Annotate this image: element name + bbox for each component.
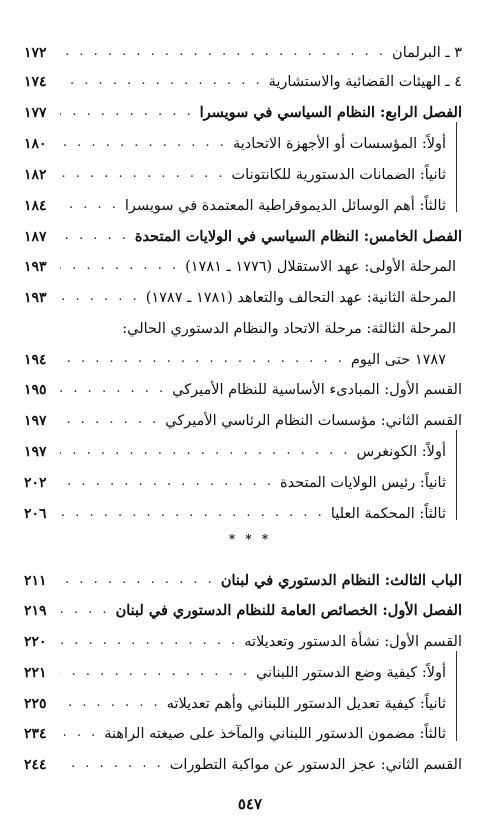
leader-dots [60, 412, 159, 429]
toc-entry-title: الباب الثالث: النظام الدستوري في لبنان [220, 572, 462, 589]
toc-entry-title: الفصل الأول: الخصائص العامة للنظام الدستوري في لبنان [115, 602, 462, 619]
page-number: ٥٤٧ [237, 795, 263, 813]
toc-entry[interactable] [24, 563, 462, 589]
toc-entry-title: ثانياً: الضمانات الدستورية للكانتونات [231, 167, 446, 183]
toc-entry-title: أولاً: الكونغرس [356, 444, 446, 460]
leader-dots [60, 695, 161, 712]
leader-dots [60, 44, 386, 61]
toc-entry-title: القسم الأول: المبادىء الأساسية للنظام الأميركي [172, 382, 462, 398]
leader-dots [60, 197, 119, 214]
toc-entry-page: ١٨٢ [24, 167, 47, 183]
leader-dots [60, 572, 215, 589]
leader-dots [60, 725, 98, 742]
toc-entry-page: ١٧٤ [24, 74, 47, 90]
toc-entry[interactable] [24, 64, 462, 90]
toc-entry-title: القسم الأول: نشأة الدستور وتعديلاته [244, 634, 462, 650]
toc-entry-page: ١٨٧ [24, 229, 47, 245]
toc-entry-title: أولاً: المؤسسات أو الأجهزة الاتحادية [232, 136, 446, 152]
toc-entry[interactable] [24, 126, 446, 152]
toc-entry[interactable] [24, 188, 446, 214]
toc-entry-page: ٢١١ [24, 573, 47, 589]
indent-rule [456, 122, 457, 212]
toc-entry[interactable] [24, 465, 446, 491]
toc-entry[interactable] [24, 219, 462, 245]
toc-entry[interactable] [24, 434, 446, 460]
leader-dots [60, 443, 351, 460]
leader-dots [60, 258, 179, 275]
leader-dots [60, 166, 226, 183]
toc-entry-page: ١٧٧ [24, 105, 47, 121]
toc-entry[interactable] [24, 342, 446, 368]
toc-entry-title: الفصل الخامس: النظام السياسي في الولايات المتحدة [134, 228, 462, 245]
toc-entry[interactable] [24, 280, 456, 306]
toc-entry-title: المرحلة الأولى: عهد الاستقلال (١٧٧٦ ـ ١٧٨١) [185, 259, 456, 275]
toc-entry-page: ١٩٤ [24, 352, 47, 368]
toc-entry[interactable] [24, 716, 446, 742]
toc-entry-page: ١٩٧ [24, 444, 47, 460]
toc-entry-title: القسم الثاني: عجز الدستور عن مواكبة التطورات [169, 757, 462, 773]
toc-entry-page: ٢٤٤ [24, 757, 47, 773]
toc-entry[interactable] [24, 496, 446, 522]
toc-entry-title: ثالثاً: المحكمة العليا [330, 506, 446, 522]
toc-entry[interactable] [24, 372, 462, 398]
toc-entry-page: ١٩٧ [24, 413, 47, 429]
leader-dots [60, 664, 250, 681]
toc-entry-page: ١٩٣ [24, 259, 47, 275]
toc-entry-title: ثالثاً: أهم الوسائل الديموقراطية المعتمدة في سويسرا [124, 198, 446, 214]
toc-entry-page: ٢٣٤ [24, 726, 47, 742]
toc-entry-page: ٢٠٢ [24, 475, 47, 491]
toc-entry-page: ٢٢١ [24, 665, 47, 681]
leader-dots [60, 228, 129, 245]
toc-entry-title: ٤ ـ الهيئات القضائية والاستشارية [268, 74, 462, 90]
leader-dots [60, 381, 166, 398]
toc-entry-title: ثانياً: رئيس الولايات المتحدة [280, 475, 446, 491]
toc-entry[interactable] [24, 403, 462, 429]
leader-dots [60, 351, 345, 368]
toc-entry-title: المرحلة الثالثة: مرحلة الاتحاد والنظام الدستوري الحالي: [122, 321, 456, 337]
toc-entry[interactable] [24, 655, 446, 681]
toc-entry-title: ثانياً: كيفية تعديل الدستور اللبناني وأهم تعديلاته [166, 696, 446, 712]
section-separator: * * * [228, 532, 272, 546]
indent-rule [456, 651, 457, 741]
leader-dots [24, 335, 116, 337]
toc-entry[interactable] [24, 157, 446, 183]
toc-entry-page: ٢٠٦ [24, 506, 47, 522]
leader-dots [60, 73, 263, 90]
toc-entry[interactable] [24, 95, 462, 121]
toc-entry[interactable] [24, 593, 462, 619]
toc-entry[interactable] [24, 686, 446, 712]
toc-entry-page: ٢١٩ [24, 603, 47, 619]
toc-entry-title: المرحلة الثانية: عهد التحالف والتعاهد (١٧٨١ ـ ١٧٨٧) [145, 290, 456, 306]
toc-entry-title: ١٧٨٧ حتى اليوم [350, 352, 446, 368]
toc-entry-title: القسم الثاني: مؤسسات النظام الرئاسي الأميركي [165, 413, 462, 429]
leader-dots [60, 104, 194, 121]
toc-entry-page: ٢٢٠ [24, 634, 47, 650]
toc-entry-page: ١٨٤ [24, 198, 47, 214]
leader-dots [60, 289, 140, 306]
leader-dots [60, 756, 164, 773]
toc-entry-title: الفصل الرابع: النظام السياسي في سويسرا [199, 104, 462, 121]
indent-rule [456, 430, 457, 520]
toc-entry-title: أولاً: كيفية وضع الدستور اللبناني [255, 665, 446, 681]
toc-entry[interactable] [24, 624, 462, 650]
leader-dots [60, 474, 274, 491]
toc-entry-title: ثالثاً: مضمون الدستور اللبناني والمآخذ على صيغته الراهنة [104, 726, 446, 742]
toc-entry[interactable] [24, 311, 456, 337]
toc-entry-page: ١٨٠ [24, 136, 47, 152]
leader-dots [60, 135, 227, 152]
leader-dots [60, 505, 325, 522]
toc-entry[interactable] [24, 249, 456, 275]
toc-entry-page: ١٩٥ [24, 382, 47, 398]
toc-entry-page: ١٩٣ [24, 290, 47, 306]
toc-entry-page: ٢٢٥ [24, 696, 47, 712]
leader-dots [60, 633, 238, 650]
leader-dots [60, 602, 110, 619]
toc-entry-title: ٣ ـ البرلمان [392, 45, 462, 61]
toc-entry-page: ١٧٢ [24, 45, 47, 61]
toc-entry[interactable] [24, 747, 462, 773]
toc-entry[interactable] [24, 35, 462, 61]
